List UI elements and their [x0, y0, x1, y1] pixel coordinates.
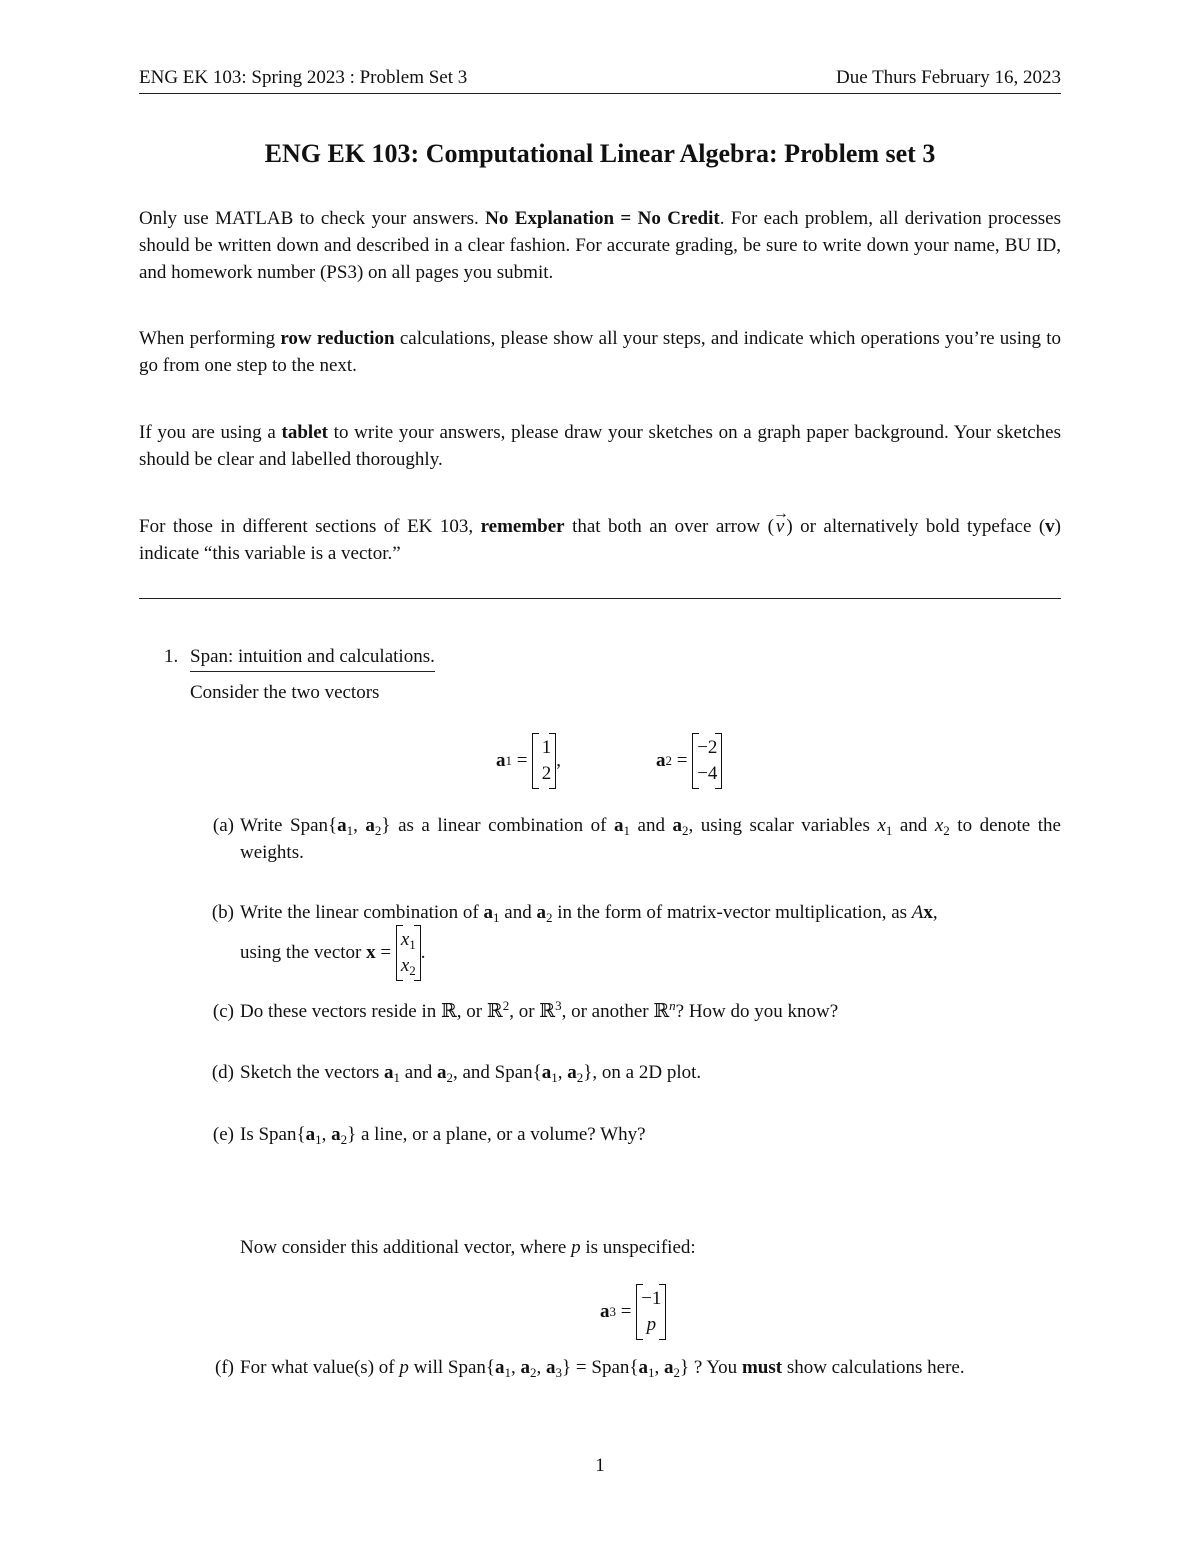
item-text-b: Write the linear combination of $a_1$ and $a_2$ in the form of matrix-vector multiplication, as Ax, [240, 902, 938, 925]
item-text-a: Write $Span\{a_1$, $a_2$} as a linear combination of $a_1$ and $a_2$, using scalar variables $x_1$ and $x_2$ to denote the weights. [240, 815, 1061, 863]
intro-paragraph-3: If you are using a tablet to write your answers, please draw your sketches on a graph paper background. Your sketches should be clear and labelled thoroughly. [139, 422, 1061, 470]
vector-a2-matrix [692, 733, 722, 789]
matrix-cell: 2 [541, 763, 552, 784]
header-course: ENG EK 103: Spring 2023 : Problem Set 3 [139, 67, 468, 88]
vector-a2-equation: a 2 = −2 −4 [656, 733, 722, 789]
vector-bold-notation: v [1045, 516, 1055, 537]
document-title: ENG EK 103: Computational Linear Algebra: Problem set 3 [264, 139, 936, 168]
vector-a1-matrix [532, 733, 556, 789]
matrix-cell: p [646, 1314, 657, 1335]
vector-a1-equation: a 1 = 1 2 , [496, 733, 561, 789]
vector-x-matrix: $x_1$ $x_2$ [396, 925, 421, 981]
item-text-f: For what value(s) of p will $Span\{a_1$, $a_2$, $a_3$} = $Span\{a_1$, $a_2$} ? You must show calculations here. [240, 1357, 965, 1380]
item-label-f: (f) [215, 1357, 234, 1378]
page-number: 1 [595, 1455, 605, 1476]
problem-number: 1. [164, 646, 179, 667]
vector-x-definition: using the vector x = $x_1$ $x_2$ . [240, 925, 426, 981]
item-text-d: Sketch the vectors $a_1$ and $a_2$, and $Span\{a_1$, $a_2$}, on a 2D plot. [240, 1062, 702, 1085]
page-header [139, 66, 1061, 90]
intro-paragraph-1: Only use MATLAB to check your answers. No Explanation = No Credit. For each problem, all derivation processes should be written down and described in a clear fashion. For accurate grading, be sure to write down your name, BU ID, and homework number (PS3) on all pages you submit. [139, 208, 1061, 283]
matrix-cell: −4 [697, 763, 718, 784]
item-label-e: (e) [212, 1124, 234, 1145]
vector-a3-matrix [636, 1284, 666, 1340]
item-text-e: Is $Span\{a_1$, $a_2$} a line, or a plane, or a volume? Why? [240, 1124, 646, 1147]
item-text-c: Do these vectors reside in ℝ, or ℝ$^2$, or ℝ$^3$, or another ℝ$^n$? How do you know? [240, 998, 839, 1022]
problem-title: Span: intuition and calculations. [190, 644, 435, 672]
item-label-a: (a) [212, 815, 234, 836]
matrix-cell: 1 [541, 737, 552, 758]
intro-paragraph-4: For those in different sections of EK 103, remember that both an over arrow (→ v ) or alternatively bold typeface (v) indicate “this variable is a vector.” [139, 513, 1061, 567]
item-label-d: (d) [211, 1062, 234, 1083]
header-rule [139, 93, 1061, 94]
item-label-c: (c) [212, 1001, 234, 1022]
matrix-cell: −2 [697, 737, 718, 758]
vector-arrow-notation: → v [774, 513, 786, 540]
header-due-date: Due Thurs February 16, 2023 [836, 67, 1061, 88]
intro-paragraph-2: When performing row reduction calculations, please show all your steps, and indicate which operations you’re using to go from one step to the next. [139, 328, 1061, 376]
matrix-cell: −1 [641, 1288, 662, 1309]
vector-a3-equation: a 3 = −1 p [600, 1284, 666, 1340]
additional-vector-intro: Now consider this additional vector, where p is unspecified: [240, 1237, 696, 1258]
section-divider [139, 598, 1061, 599]
item-label-b: (b) [211, 902, 234, 923]
problem-intro: Consider the two vectors [190, 682, 380, 703]
